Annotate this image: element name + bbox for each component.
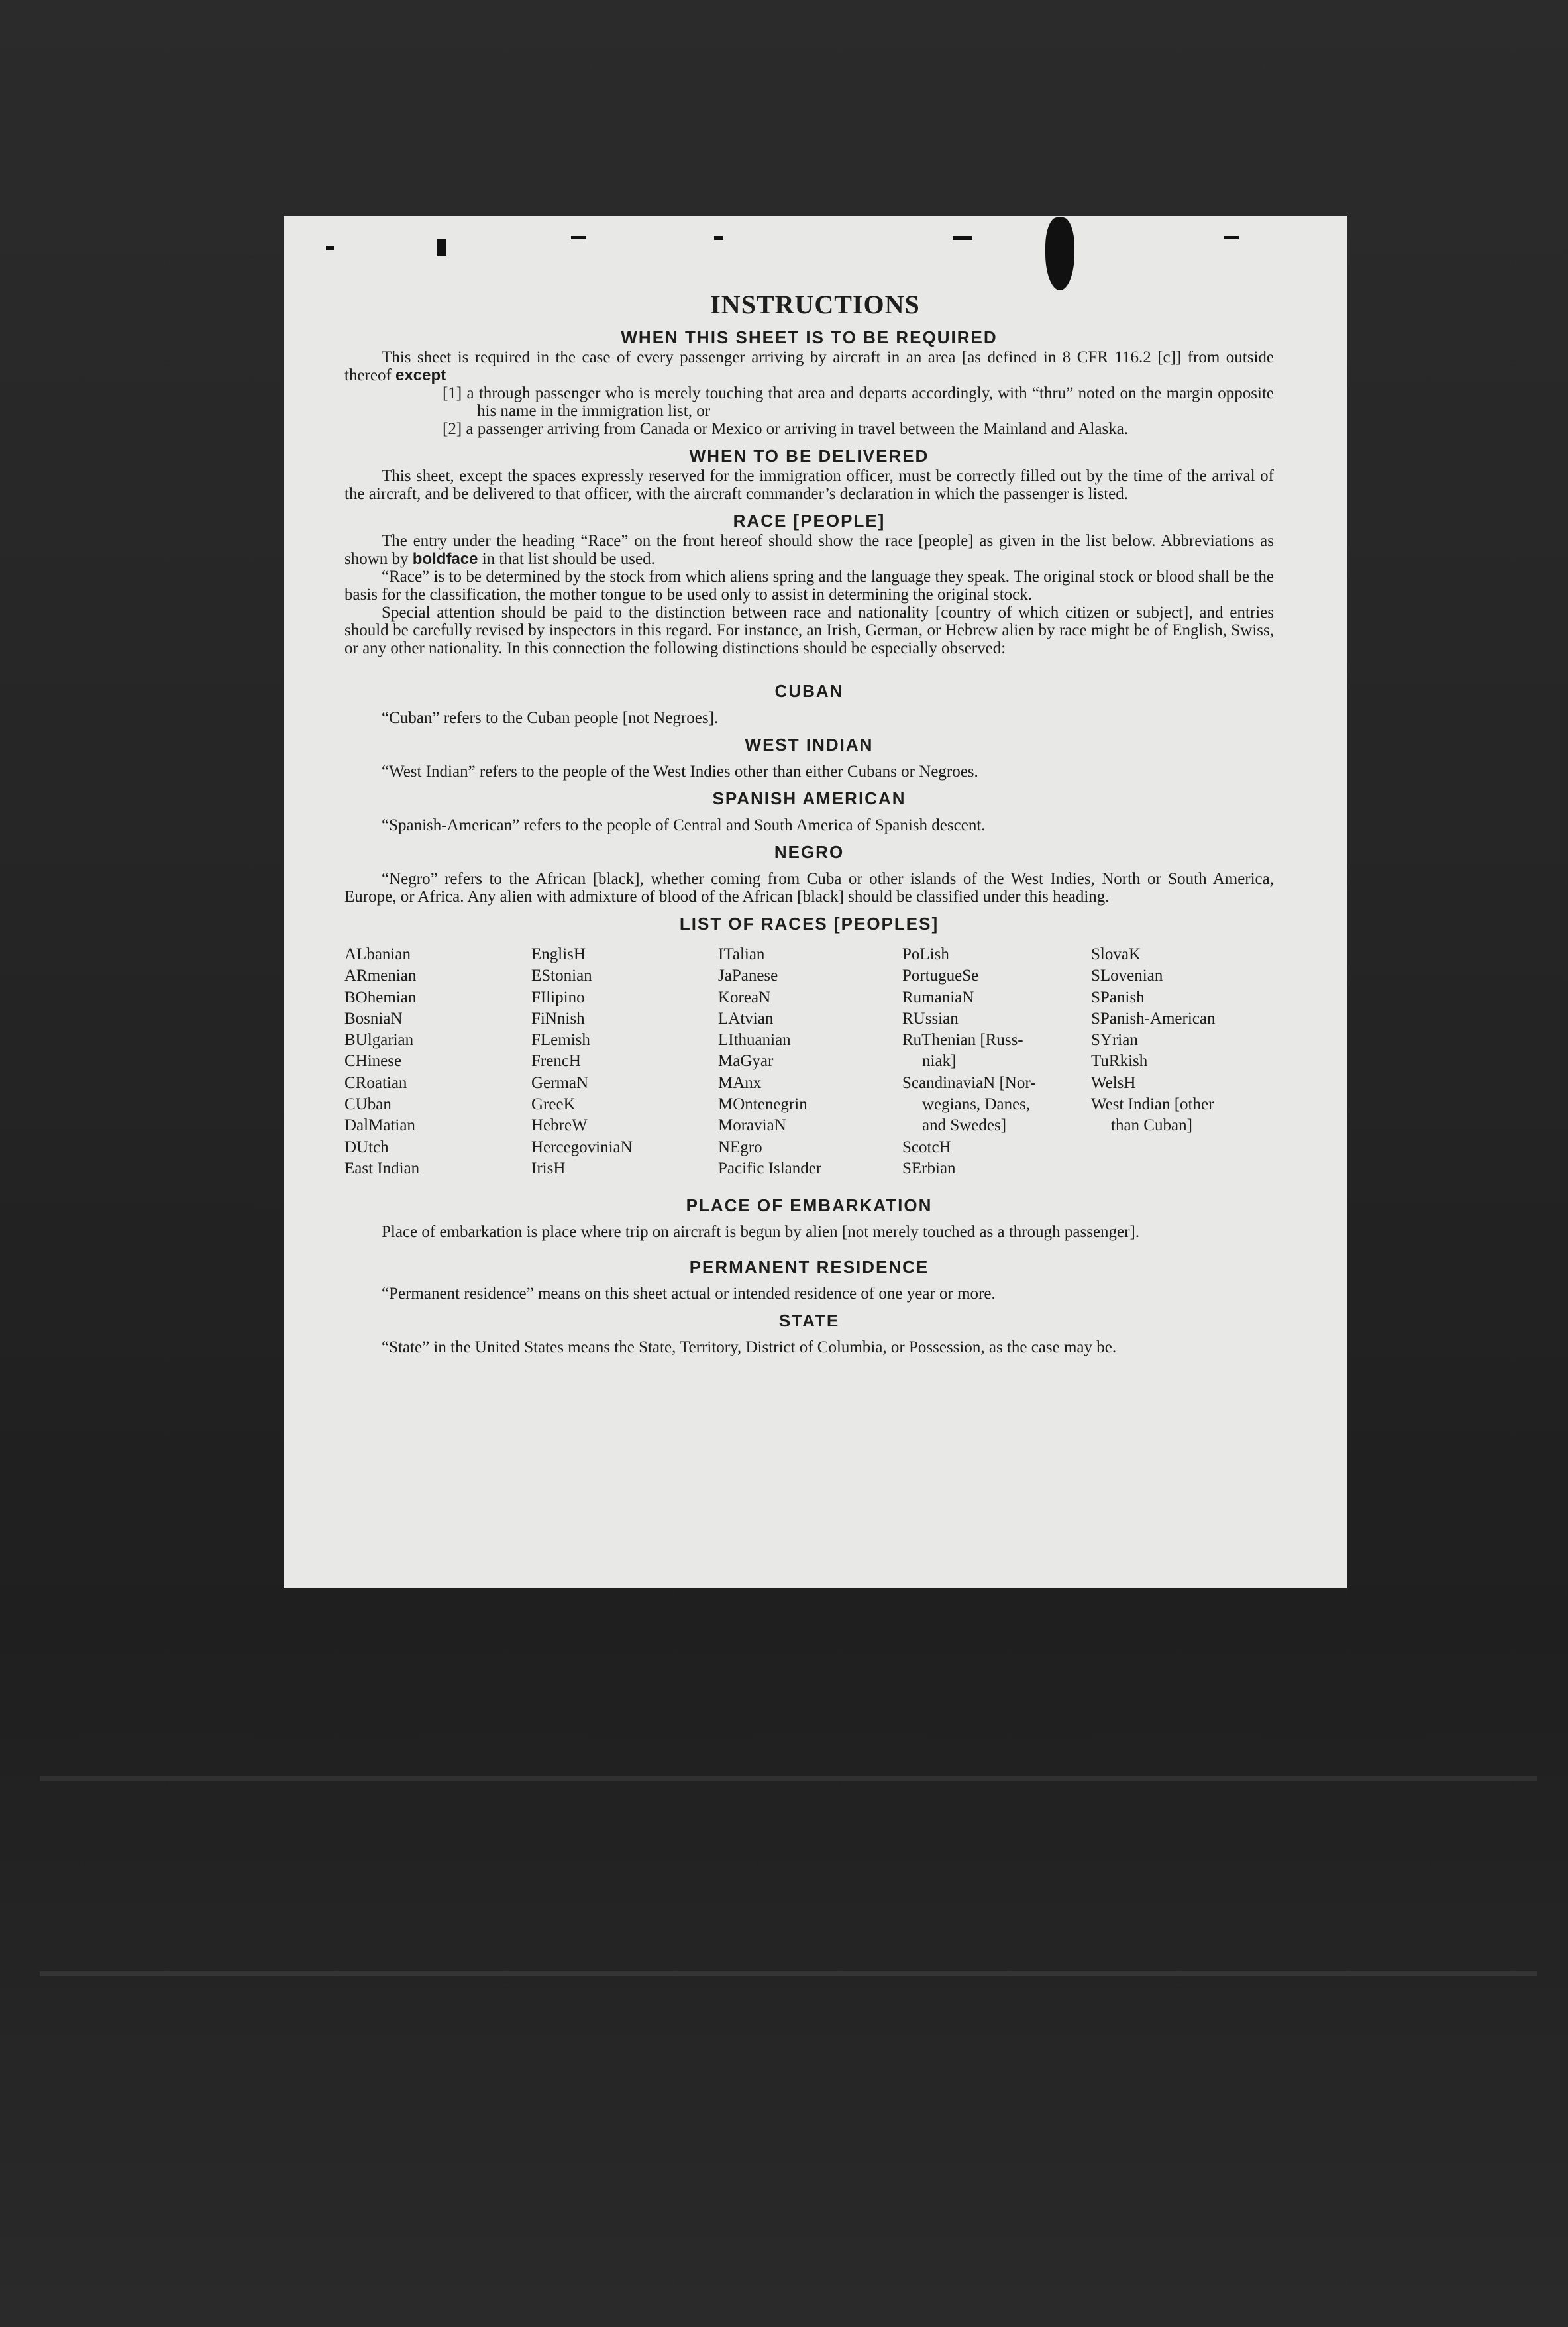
race-entry: MOntenegrin — [718, 1095, 808, 1114]
heading-state: STATE — [778, 1311, 840, 1331]
paragraph: The entry under the heading “Race” on the front hereof should show the race [people] as given in the list below. Abbreviations as shown by boldface in that list should be used. — [344, 532, 1274, 568]
race-entry: TuRkish — [1091, 1052, 1148, 1071]
race-entry: SPanish — [1091, 988, 1145, 1006]
races-column — [344, 944, 531, 1179]
film-scratch — [40, 1971, 1537, 1976]
race-entry: HebreW — [531, 1116, 588, 1135]
ink-blot — [1224, 236, 1239, 239]
heading-negro: NEGRO — [774, 842, 845, 862]
race-entry: KoreaN — [718, 988, 771, 1006]
paragraph: “West Indian” refers to the people of the West Indies other than either Cubans or Negroes. — [382, 763, 978, 781]
race-entry: BOhemian — [344, 988, 417, 1006]
race-entry: than Cuban] — [1111, 1116, 1192, 1135]
heading-place-of-embarkation: PLACE OF EMBARKATION — [686, 1195, 933, 1216]
race-entry: GreeK — [531, 1095, 576, 1114]
heading-when-delivered: WHEN TO BE DELIVERED — [689, 446, 929, 466]
race-entry: WelsH — [1091, 1073, 1136, 1092]
race-entry: wegians, Danes, — [922, 1095, 1031, 1114]
race-entry: RuThenian [Russ- — [902, 1031, 1023, 1050]
paragraph: This sheet is required in the case of every passenger arriving by aircraft in an area [as defined in 8 CFR 116.2 [c]] from outside thereof except — [344, 349, 1274, 384]
heading-permanent-residence: PERMANENT RESIDENCE — [689, 1257, 929, 1277]
race-entry: IrisH — [531, 1159, 566, 1177]
race-entry: DUtch — [344, 1138, 389, 1156]
race-entry: Pacific Islander — [718, 1159, 822, 1177]
race-entry: East Indian — [344, 1159, 420, 1177]
film-scratch — [40, 1776, 1537, 1781]
race-entry: SErbian — [902, 1159, 956, 1177]
race-entry: FIlipino — [531, 988, 585, 1006]
paragraph: This sheet, except the spaces expressly reserved for the immigration officer, must be correctly filled out by the time of the arrival of the aircraft, and be delivered to that officer, with the aircraft commander’s declaration in which the passenger is listed. — [344, 467, 1274, 503]
paragraph: “State” in the United States means the State, Territory, District of Columbia, or Possession, as the case may be. — [382, 1338, 1117, 1357]
paragraph: Place of embarkation is place where trip on aircraft is begun by alien [not merely touched as a through passenger]. — [382, 1223, 1140, 1242]
race-entry: SPanish-American — [1091, 1009, 1216, 1028]
list-item: [2] a passenger arriving from Canada or Mexico or arriving in travel between the Mainland and Alaska. — [443, 420, 1129, 438]
race-entry: ScandinaviaN [Nor- — [902, 1073, 1036, 1092]
race-entry: PortugueSe — [902, 967, 979, 985]
paragraph: “Spanish-American” refers to the people of Central and South America of Spanish descent. — [382, 816, 986, 834]
race-entry: CRoatian — [344, 1073, 407, 1092]
ink-blot — [953, 236, 972, 240]
race-entry: FLemish — [531, 1031, 590, 1050]
ink-blot — [326, 246, 334, 250]
races-column — [531, 944, 718, 1179]
race-entry: FiNnish — [531, 1009, 585, 1028]
heading-race: RACE [PEOPLE] — [733, 511, 886, 531]
heading-spanish-american: SPANISH AMERICAN — [712, 788, 906, 808]
race-entry: West Indian [other — [1091, 1095, 1214, 1114]
race-entry: MAnx — [718, 1073, 762, 1092]
race-entry: and Swedes] — [922, 1116, 1007, 1135]
paragraph: Special attention should be paid to the distinction between race and nationality [country of which citizen or subject], and entries should be carefully revised by inspectors in this regard. For instance, an Irish, German, or Hebrew alien by race might be of English, Swiss, or any other nationality. In this connection the following distinctions should be especially observed: — [344, 604, 1274, 657]
race-entry: MoraviaN — [718, 1116, 786, 1135]
race-entry: HercegoviniaN — [531, 1138, 633, 1156]
race-entry: SLovenian — [1091, 967, 1163, 985]
race-entry: SYrian — [1091, 1031, 1138, 1050]
race-entry: JaPanese — [718, 967, 778, 985]
heading-west-indian: WEST INDIAN — [745, 735, 874, 755]
page-title: INSTRUCTIONS — [710, 290, 920, 319]
ink-blot — [1045, 217, 1074, 290]
race-entry: BUlgarian — [344, 1031, 414, 1050]
race-entry: niak] — [922, 1052, 957, 1071]
heading-cuban: CUBAN — [774, 681, 844, 701]
race-entry: RumaniaN — [902, 988, 974, 1006]
race-entry: PoLish — [902, 946, 949, 963]
race-entry: LIthuanian — [718, 1031, 791, 1050]
race-entry: ALbanian — [344, 946, 411, 963]
races-list — [344, 944, 1274, 1179]
paragraph: “Cuban” refers to the Cuban people [not Negroes]. — [382, 709, 719, 727]
races-column — [902, 944, 1091, 1179]
paragraph: “Race” is to be determined by the stock from which aliens spring and the language they speak. The original stock or blood shall be the basis for the classification, the mother tongue to be used only to assist in determining the original stock. — [344, 568, 1274, 604]
heading-when-required: WHEN THIS SHEET IS TO BE REQUIRED — [621, 327, 998, 347]
races-column — [718, 944, 902, 1179]
ink-blot — [571, 236, 586, 239]
race-entry: EStonian — [531, 967, 592, 985]
race-entry: ITalian — [718, 946, 765, 963]
race-entry: CHinese — [344, 1052, 402, 1071]
race-entry: DalMatian — [344, 1116, 415, 1135]
race-entry: NEgro — [718, 1138, 762, 1156]
document-body — [344, 326, 1274, 1356]
paragraph: “Negro” refers to the African [black], whether coming from Cuba or other islands of the West Indies, North or South America, Europe, or Africa. Any alien with admixture of blood of the African [black] should be classified under this heading. — [344, 870, 1274, 906]
race-entry: LAtvian — [718, 1009, 774, 1028]
paragraph: “Permanent residence” means on this sheet actual or intended residence of one year or more. — [382, 1285, 996, 1303]
heading-list-of-races: LIST OF RACES [PEOPLES] — [679, 914, 939, 934]
race-entry: EnglisH — [531, 946, 586, 963]
race-entry: ScotcH — [902, 1138, 951, 1156]
race-entry: MaGyar — [718, 1052, 774, 1071]
instruction-sheet — [284, 216, 1347, 1588]
race-entry: RUssian — [902, 1009, 959, 1028]
race-entry: ARmenian — [344, 967, 417, 985]
ink-blot — [437, 239, 446, 256]
race-entry: FrencH — [531, 1052, 581, 1071]
race-entry: SlovaK — [1091, 946, 1141, 963]
race-entry: BosniaN — [344, 1009, 403, 1028]
race-entry: CUban — [344, 1095, 392, 1114]
list-item: [1] a through passenger who is merely touching that area and departs accordingly, with “thru” noted on the margin opposite his name in the immigration list, or — [443, 384, 1274, 420]
races-column — [1091, 944, 1290, 1179]
race-entry: GermaN — [531, 1073, 589, 1092]
ink-blot — [714, 236, 723, 240]
